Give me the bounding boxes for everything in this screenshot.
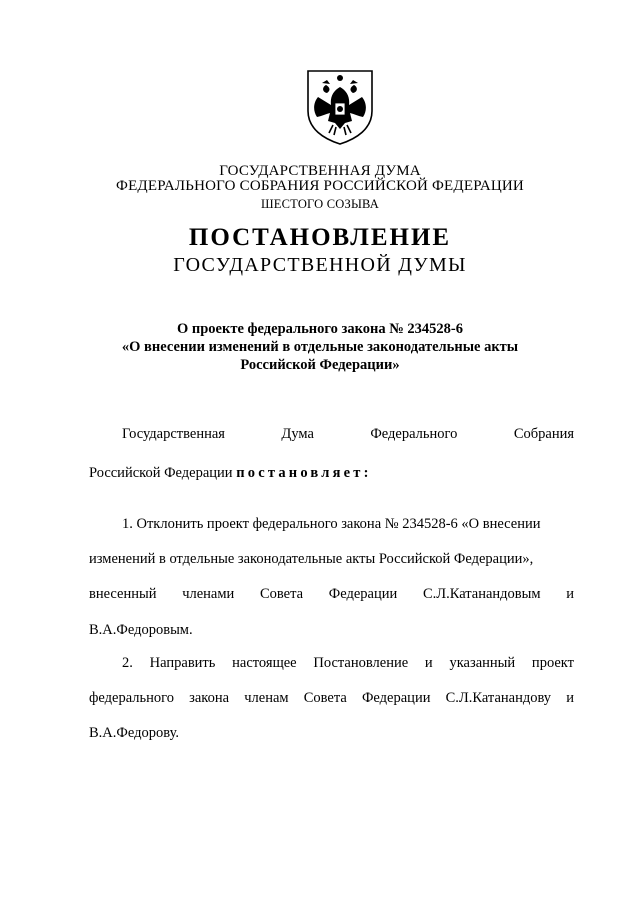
- issuer-line-1: ГОСУДАРСТВЕННАЯ ДУМА: [219, 163, 421, 179]
- double-headed-eagle-icon: [300, 67, 380, 147]
- preamble-word: Дума: [281, 426, 314, 442]
- item2-line-1: 2. Направить настоящее Постановление и указанный проект: [122, 655, 574, 671]
- preamble-action: постановляет:: [236, 465, 372, 481]
- document-subtitle: ГОСУДАРСТВЕННОЙ ДУМЫ: [173, 254, 467, 276]
- preamble-text: Российской Федерации: [89, 465, 233, 481]
- resolution-subject: [0, 320, 640, 374]
- document-title: ПОСТАНОВЛЕНИЕ: [188, 224, 452, 251]
- item1-word: С.Л.Катанандовым: [422, 586, 541, 602]
- item1-word: внесенный: [89, 586, 157, 602]
- item1-line-4: В.А.Федоровым.: [89, 622, 193, 638]
- item1-line-3: [89, 586, 574, 603]
- coat-of-arms-emblem: [300, 67, 380, 147]
- subject-line-3: Российской Федерации»: [240, 357, 400, 373]
- item2-line-3: В.А.Федорову.: [89, 725, 179, 741]
- subject-line-2: «О внесении изменений в отдельные законодательные акты: [121, 339, 519, 355]
- item1-line-2: изменений в отдельные законодательные акты Российской Федерации»,: [89, 551, 534, 567]
- convocation-line: ШЕСТОГО СОЗЫВА: [260, 197, 380, 211]
- item1-word: и: [566, 586, 575, 602]
- item1-line-1: 1. Отклонить проект федерального закона № 234528-6 «О внесении: [122, 516, 541, 532]
- issuer-line-2: ФЕДЕРАЛЬНОГО СОБРАНИЯ РОССИЙСКОЙ ФЕДЕРАЦИИ: [116, 178, 524, 194]
- preamble-line-2: [89, 465, 372, 482]
- preamble-line-1: [122, 426, 574, 443]
- preamble-word: Федерального: [370, 426, 458, 442]
- item1-word: членами: [182, 586, 235, 602]
- item1-word: Федерации: [328, 586, 398, 602]
- item1-word: Совета: [260, 586, 304, 602]
- item2-line-2: федерального закона членам Совета Федерации С.Л.Катанандову и: [89, 690, 574, 706]
- preamble-word: Собрания: [513, 426, 575, 442]
- subject-line-1: О проекте федерального закона № 234528-6: [176, 321, 464, 337]
- preamble-word: Государственная: [122, 426, 225, 442]
